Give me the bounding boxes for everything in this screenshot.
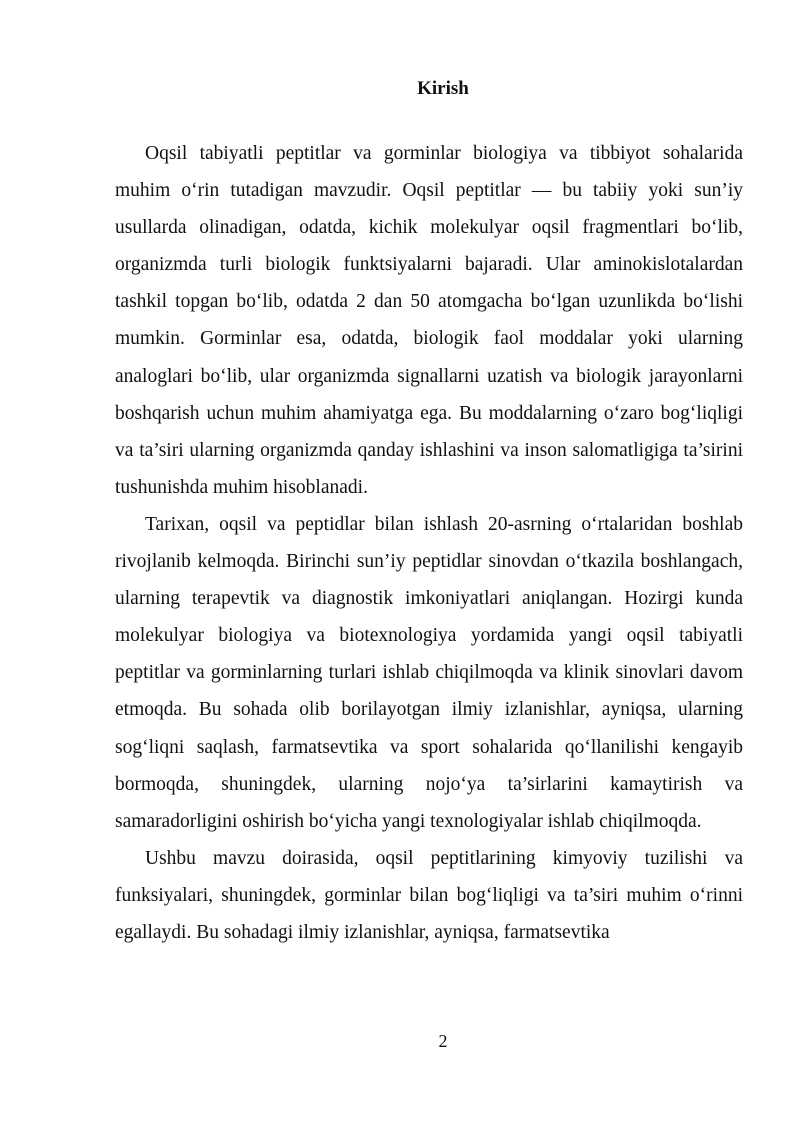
- paragraph-1: Oqsil tabiyatli peptitlar va gorminlar biologiya va tibbiyot sohalarida muhim o‘rin tutadigan mavzudir. Oqsil peptitlar — bu tabiiy yoki sun’iy usullarda olinadigan, odatda, kichik molekulyar oqsil fragmentlari bo‘lib, organizmda turli biologik funktsiyalarni bajaradi. Ular aminokislotalardan tashkil topgan bo‘lib, odatda 2 dan 50 atomgacha bo‘lgan uzunlikda bo‘lishi mumkin. Gorminlar esa, odatda, biologik faol moddalar yoki ularning analoglari bo‘lib, ular organizmda signallarni uzatish va biologik jarayonlarni boshqarish uchun muhim ahamiyatga ega. Bu moddalarning o‘zaro bog‘liqligi va ta’siri ularning organizmda qanday ishlashini va inson salomatligiga ta’sirini tushunishda muhim hisoblanadi.: [115, 143, 743, 498]
- paragraph-2: Tarixan, oqsil va peptidlar bilan ishlash 20-asrning o‘rtalaridan boshlab rivojlanib kelmoqda. Birinchi sun’iy peptidlar sinovdan o‘tkazila boshlangach, ularning terapevtik va diagnostik imkoniyatlari aniqlangan. Hozirgi kunda molekulyar biologiya va biotexnologiya yordamida yangi oqsil tabiyatli peptitlar va gorminlarning turlari ishlab chiqilmoqda va klinik sinovlari davom etmoqda. Bu sohada olib borilayotgan ilmiy izlanishlar, ayniqsa, ularning sog‘liqni saqlash, farmatsevtika va sport sohalarida qo‘llanilishi kengayib bormoqda, shuningdek, ularning nojo‘ya ta’sirlarini kamaytirish va samaradorligini oshirish bo‘yicha yangi texnologiyalar ishlab chiqilmoqda.: [115, 513, 743, 832]
- page-title: Kirish: [417, 78, 469, 99]
- page-number: 2: [438, 1031, 448, 1051]
- body-text: [115, 135, 743, 951]
- paragraph-3: Ushbu mavzu doirasida, oqsil peptitlarining kimyoviy tuzilishi va funksiyalari, shuningdek, gorminlar bilan bog‘liqligi va ta’siri muhim o‘rinni egallaydi. Bu sohadagi ilmiy izlanishlar, ayniqsa, farmatsevtika: [115, 847, 743, 943]
